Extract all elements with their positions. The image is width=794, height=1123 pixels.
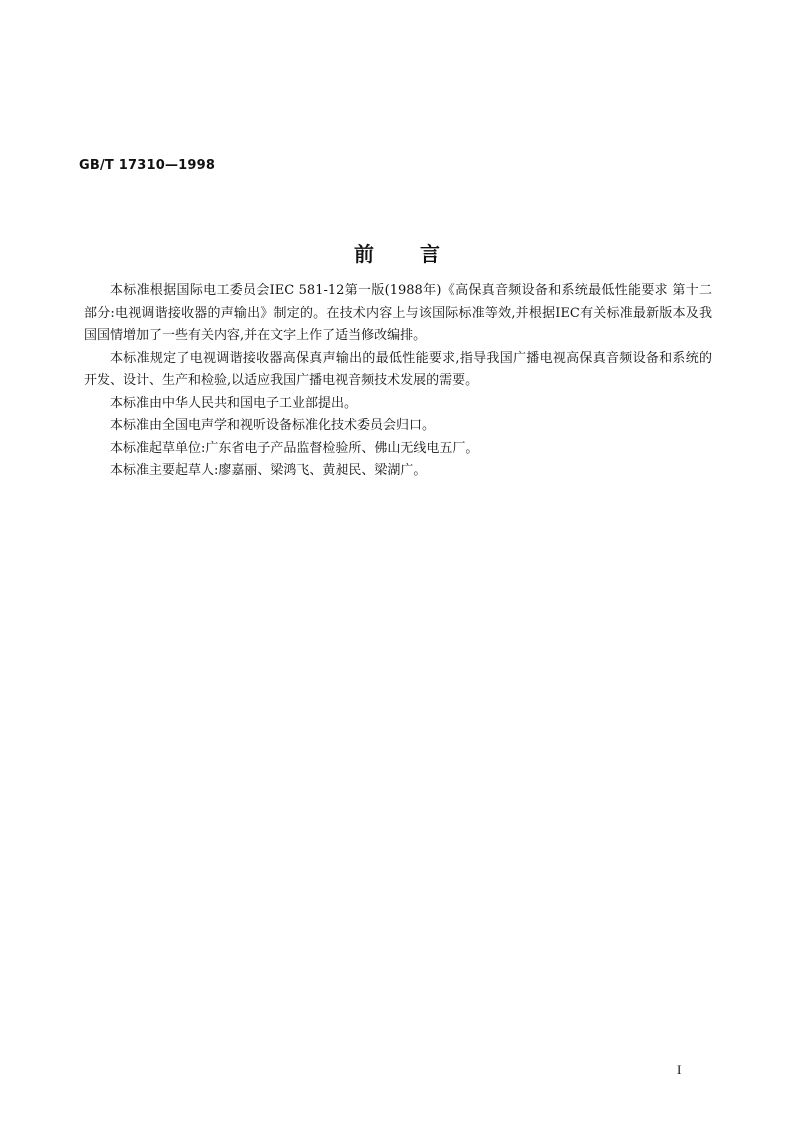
paragraph-basis: 本标准根据国际电工委员会IEC 581-12第一版(1988年)《高保真音频设备和系统最低性能要求 第十二部分:电视调谐接收器的声输出》制定的。在技术内容上与该国际标准等效,并根据IEC有关标准最新版本及我国国情增加了一些有关内容,并在文字上作了适当修改编排。: [84, 283, 712, 343]
paragraph-drafters: 本标准主要起草人:廖嘉丽、梁鸿飞、黄昶民、梁湖广。: [110, 463, 427, 478]
standard-code: GB/T 17310—1998: [79, 158, 216, 173]
paragraph-committee: 本标准由全国电声学和视听设备标准化技术委员会归口。: [110, 418, 436, 433]
paragraph-proposer: 本标准由中华人民共和国电子工业部提出。: [110, 395, 358, 411]
page-title: 前言: [354, 242, 486, 266]
foreword-body: [84, 280, 712, 483]
paragraph-scope: 本标准规定了电视调谐接收器高保真声输出的最低性能要求,指导我国广播电视高保真音频设备和系统的开发、设计、生产和检验,以适应我国广播电视音频技术发展的需要。: [84, 350, 712, 388]
page-number: I: [677, 1062, 682, 1077]
paragraph-drafting-units: 本标准起草单位:广东省电子产品监督检验所、佛山无线电五厂。: [110, 440, 479, 456]
